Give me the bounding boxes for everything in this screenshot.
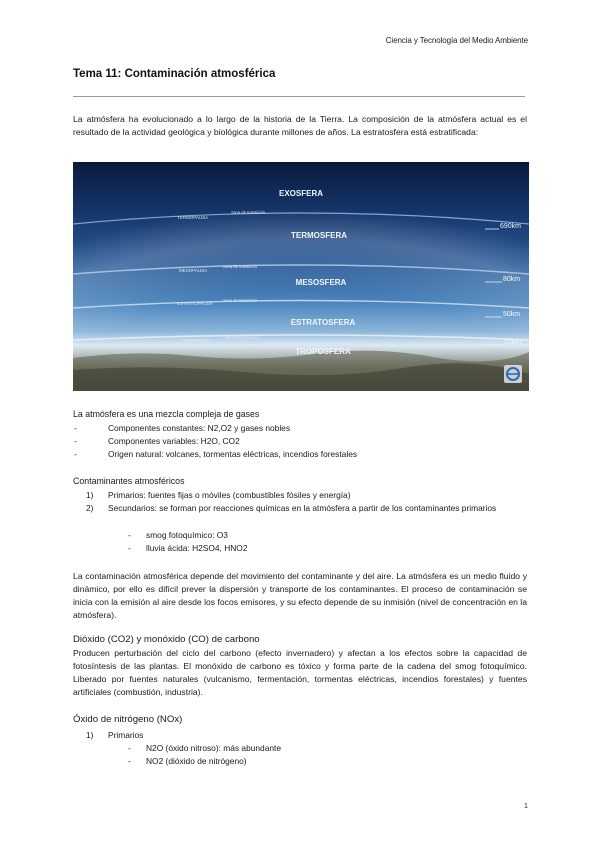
page-number: 1 xyxy=(523,801,528,810)
intro-paragraph: La atmósfera ha evolucionado a lo largo de la historia de la Tierra. La composición de la atmósfera actual es el resultado de la actividad geológica y biológica durante millones de años. La estratosfera está estratificada: xyxy=(73,114,527,137)
running-header: Ciencia y Tecnología del Medio Ambiente xyxy=(385,36,528,45)
secondary-item-text: smog fotoquímico: O3 xyxy=(146,530,228,540)
nox-item-text: NO2 (dióxido de nitrógeno) xyxy=(146,756,247,766)
pollutants-primary-text: Primarios: fuentes fijas o móviles (combustibles fósiles y energía) xyxy=(108,490,351,500)
mixture-item-text: Origen natural: volcanes, tormentas eléctricas, incendios forestales xyxy=(108,449,358,459)
secondary-item xyxy=(128,542,248,554)
pollutants-secondary xyxy=(86,502,526,514)
title-divider xyxy=(73,96,525,97)
transition-label: zona de transición xyxy=(231,210,265,215)
transition-label: zona de transición xyxy=(223,264,257,269)
transition-label: zona de transición xyxy=(223,298,257,303)
altitude-80km: 80km xyxy=(503,276,521,283)
layer-estratosfera: ESTRATOSFERA xyxy=(290,318,356,327)
layer-termosfera: TERMOSFERA xyxy=(291,231,347,240)
layer-exosfera: EXOSFERA xyxy=(278,189,324,198)
bullet-dash: - xyxy=(128,756,131,766)
mixture-item-text: Componentes variables: H2O, CO2 xyxy=(108,436,240,446)
nox-item xyxy=(128,742,282,754)
pollutants-secondary-text: Secundarios: se forman por reacciones químicas en la atmósfera a partir de los contaminantes primarios xyxy=(108,503,497,513)
bullet-dash: - xyxy=(74,436,77,446)
mixture-heading: La atmósfera es una mezcla compleja de gases xyxy=(73,409,260,419)
bullet-dash: - xyxy=(74,449,77,459)
pollutants-heading: Contaminantes atmosféricos xyxy=(73,476,185,486)
list-number: 2) xyxy=(86,503,94,513)
co-heading: Dióxido (CO2) y monóxido (CO) de carbono xyxy=(73,634,260,645)
bullet-dash: - xyxy=(74,423,77,433)
altitude-50km: 50km xyxy=(503,311,521,318)
nox-heading: Óxido de nitrógeno (NOx) xyxy=(73,714,183,725)
bullet-dash: - xyxy=(128,530,131,540)
pollutants-primary xyxy=(86,489,526,501)
secondary-item xyxy=(128,529,228,541)
nox-primary xyxy=(86,729,144,741)
transition-label: zona de transición xyxy=(225,335,259,340)
altitude-690km: 690km xyxy=(500,223,522,230)
atmosphere-layers-figure xyxy=(73,162,529,391)
pause-estratopausa: ESTRATOPAUSA xyxy=(177,301,213,306)
page-title: Tema 11: Contaminación atmosférica xyxy=(73,68,276,80)
bullet-dash: - xyxy=(128,543,131,553)
list-number: 1) xyxy=(86,490,94,500)
mixture-item xyxy=(74,422,291,434)
pause-mesopausa: MESOPAUSA xyxy=(179,268,208,273)
layer-mesosfera: MESOSFERA xyxy=(295,278,347,287)
secondary-item-text: lluvia ácida: H2SO4, HNO2 xyxy=(146,543,248,553)
bullet-dash: - xyxy=(128,743,131,753)
nox-item-text: N2O (óxido nitroso): más abundante xyxy=(146,743,282,753)
co-paragraph: Producen perturbación del ciclo del carbono (efecto invernadero) y afectan a los efectos sobre la capacidad de fotosíntesis de las plantas. El monóxido de carbono es tóxico y forma parte de la cadena del smog fotoquímico. Liberado por fuentes naturales (vulcanismo, fermentación, tormentas eléctricas, incendios forestales) y fuentes artificiales (combustión, industria). xyxy=(73,648,527,697)
mixture-item xyxy=(74,448,358,460)
mixture-item xyxy=(74,435,240,447)
list-number: 1) xyxy=(86,730,94,740)
pause-tropopausa: TROPOPAUSA xyxy=(181,338,212,343)
source-logo-icon xyxy=(504,365,522,383)
nox-primary-text: Primarios xyxy=(108,730,144,740)
dispersion-paragraph: La contaminación atmosférica depende del movimiento del contaminante y del aire. La atmósfera es un medio fluido y dinámico, por ello es difícil prever la dispersión y transporte de los contaminantes. El proceso de contaminación se inicia con la emisión al aire desde los focos emisores, y su efecto depende de su inmisión (nivel de concentración en la atmósfera). xyxy=(73,571,527,620)
mixture-item-text: Componentes constantes: N2,O2 y gases nobles xyxy=(108,423,291,433)
layer-troposfera: TROPOSFERA xyxy=(295,347,351,356)
pause-termopausa: TERMOPAUSA xyxy=(177,215,209,220)
nox-item xyxy=(128,755,247,767)
altitude-10km: 10km xyxy=(504,339,522,346)
